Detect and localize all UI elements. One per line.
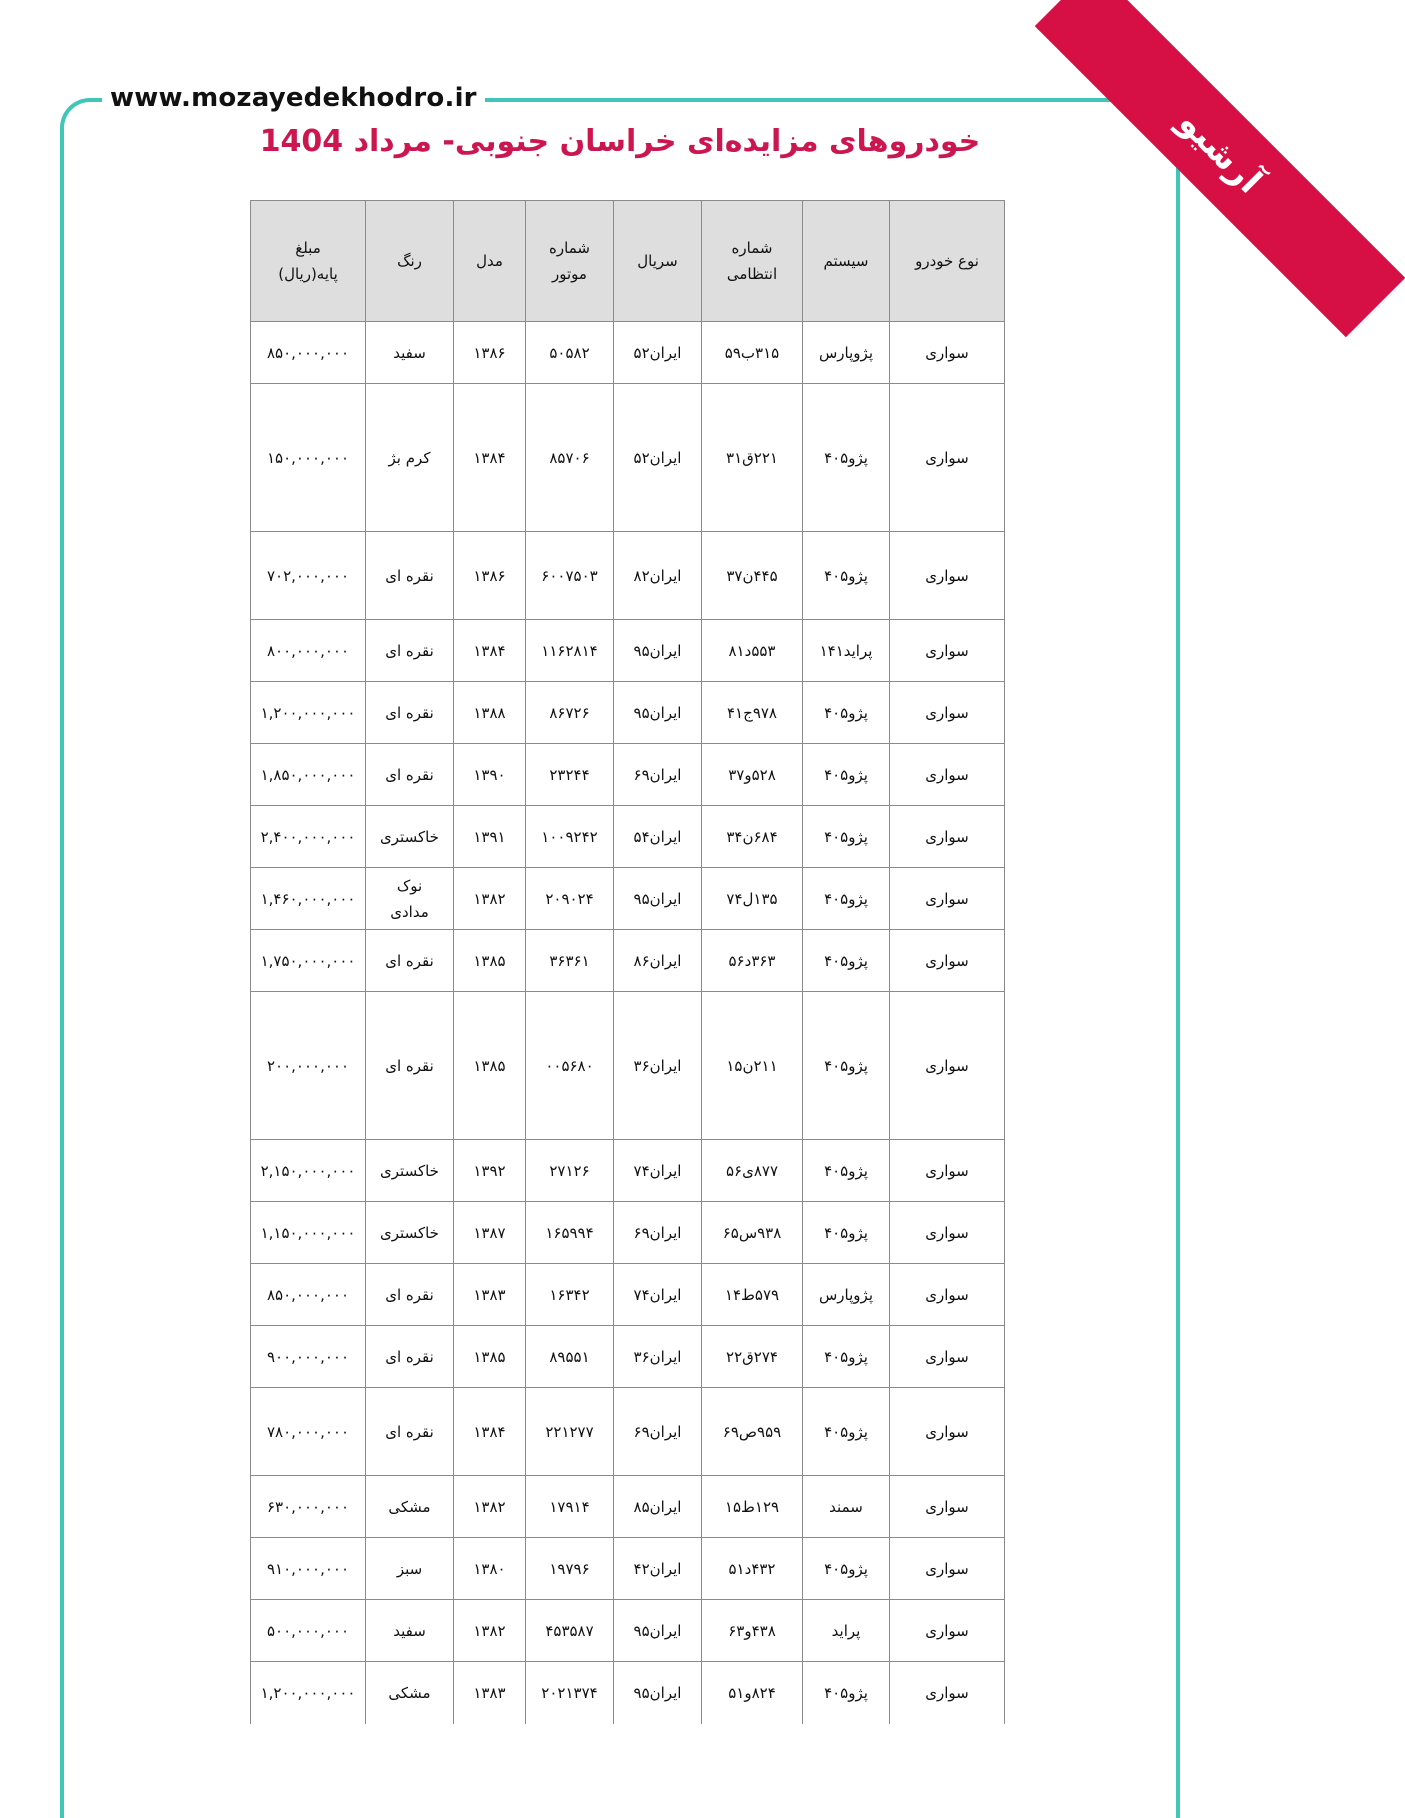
cell-price: ۸۵۰,۰۰۰,۰۰۰ [251, 1264, 366, 1326]
table-body [251, 322, 1005, 1724]
cell-reg: ۳۱۵ب۵۹ [702, 322, 803, 384]
cell-serial: ایران۹۵ [614, 868, 702, 930]
cell-reg: ۹۷۸ج۴۱ [702, 682, 803, 744]
table-row [251, 384, 1005, 532]
cell-type: سواری [890, 868, 1005, 930]
cell-engine: ۱۹۷۹۶ [526, 1538, 614, 1600]
table-row [251, 1388, 1005, 1476]
cell-reg: ۵۵۳د۸۱ [702, 620, 803, 682]
cell-reg: ۱۳۵ل۷۴ [702, 868, 803, 930]
header-engine: شماره موتور [526, 201, 614, 322]
cell-system: پژو۴۰۵ [803, 1538, 890, 1600]
cell-color: نقره ای [366, 620, 454, 682]
cell-system: پژو۴۰۵ [803, 1662, 890, 1724]
cell-price: ۹۰۰,۰۰۰,۰۰۰ [251, 1326, 366, 1388]
cell-type: سواری [890, 1264, 1005, 1326]
cell-type: سواری [890, 806, 1005, 868]
cell-price: ۱,۸۵۰,۰۰۰,۰۰۰ [251, 744, 366, 806]
cell-model: ۱۳۸۵ [454, 930, 526, 992]
cell-system: پژو۴۰۵ [803, 1140, 890, 1202]
cell-model: ۱۳۸۲ [454, 1476, 526, 1538]
cell-price: ۲,۱۵۰,۰۰۰,۰۰۰ [251, 1140, 366, 1202]
cell-model: ۱۳۸۶ [454, 532, 526, 620]
cell-model: ۱۳۸۷ [454, 1202, 526, 1264]
cell-model: ۱۳۸۴ [454, 1388, 526, 1476]
table-row [251, 682, 1005, 744]
cell-color: نقره ای [366, 1388, 454, 1476]
cell-color: خاکستری [366, 806, 454, 868]
cell-system: پژو۴۰۵ [803, 1388, 890, 1476]
header-model: مدل [454, 201, 526, 322]
cell-price: ۶۳۰,۰۰۰,۰۰۰ [251, 1476, 366, 1538]
cell-type: سواری [890, 930, 1005, 992]
cell-type: سواری [890, 1662, 1005, 1724]
table-row [251, 322, 1005, 384]
header-system: سیستم [803, 201, 890, 322]
cell-color: خاکستری [366, 1202, 454, 1264]
cell-price: ۱,۷۵۰,۰۰۰,۰۰۰ [251, 930, 366, 992]
archive-ribbon: آرشیو [1035, 0, 1405, 337]
auction-cars-table [250, 200, 1005, 1724]
cell-system: پژو۴۰۵ [803, 1326, 890, 1388]
cell-system: پژو۴۰۵ [803, 744, 890, 806]
cell-type: سواری [890, 384, 1005, 532]
cell-serial: ایران۴۲ [614, 1538, 702, 1600]
cell-serial: ایران۵۲ [614, 322, 702, 384]
cell-serial: ایران۳۶ [614, 1326, 702, 1388]
cell-system: پژوپارس [803, 1264, 890, 1326]
site-url[interactable]: www.mozayedekhodro.ir [102, 80, 485, 116]
cell-color: نقره ای [366, 1326, 454, 1388]
table-row [251, 1600, 1005, 1662]
cell-serial: ایران۷۴ [614, 1140, 702, 1202]
cell-system: پژو۴۰۵ [803, 1202, 890, 1264]
cell-model: ۱۳۸۴ [454, 620, 526, 682]
cell-engine: ۰۰۵۶۸۰ [526, 992, 614, 1140]
cell-engine: ۶۰۰۷۵۰۳ [526, 532, 614, 620]
cell-type: سواری [890, 532, 1005, 620]
cell-model: ۱۳۸۳ [454, 1264, 526, 1326]
table-row [251, 532, 1005, 620]
cell-reg: ۳۶۳د۵۶ [702, 930, 803, 992]
cell-system: پراید [803, 1600, 890, 1662]
cell-color: سفید [366, 1600, 454, 1662]
cell-engine: ۴۵۳۵۸۷ [526, 1600, 614, 1662]
cell-model: ۱۳۸۶ [454, 322, 526, 384]
cell-reg: ۸۷۷ی۵۶ [702, 1140, 803, 1202]
table-row [251, 1140, 1005, 1202]
cell-engine: ۳۶۳۶۱ [526, 930, 614, 992]
cell-engine: ۱۷۹۱۴ [526, 1476, 614, 1538]
cell-reg: ۱۲۹ط۱۵ [702, 1476, 803, 1538]
cell-serial: ایران۸۶ [614, 930, 702, 992]
cell-model: ۱۳۸۵ [454, 992, 526, 1140]
cell-price: ۸۵۰,۰۰۰,۰۰۰ [251, 322, 366, 384]
cell-type: سواری [890, 1600, 1005, 1662]
cell-price: ۲,۴۰۰,۰۰۰,۰۰۰ [251, 806, 366, 868]
cell-price: ۱,۲۰۰,۰۰۰,۰۰۰ [251, 1662, 366, 1724]
cell-price: ۷۰۲,۰۰۰,۰۰۰ [251, 532, 366, 620]
cell-price: ۸۰۰,۰۰۰,۰۰۰ [251, 620, 366, 682]
header-color: رنگ [366, 201, 454, 322]
cell-serial: ایران۵۴ [614, 806, 702, 868]
page-title: خودروهای مزایده‌ای خراسان جنوبی- مرداد 1404 [259, 124, 981, 159]
cell-model: ۱۳۸۰ [454, 1538, 526, 1600]
cell-serial: ایران۶۹ [614, 744, 702, 806]
cell-model: ۱۳۸۲ [454, 1600, 526, 1662]
cell-engine: ۵۰۵۸۲ [526, 322, 614, 384]
cell-model: ۱۳۸۳ [454, 1662, 526, 1724]
cell-reg: ۵۲۸و۳۷ [702, 744, 803, 806]
cell-reg: ۲۱۱ن۱۵ [702, 992, 803, 1140]
cell-engine: ۱۶۳۴۲ [526, 1264, 614, 1326]
cell-model: ۱۳۸۸ [454, 682, 526, 744]
table-row [251, 1476, 1005, 1538]
cell-type: سواری [890, 1538, 1005, 1600]
cell-color: مشکی [366, 1662, 454, 1724]
cell-reg: ۲۷۴ق۲۲ [702, 1326, 803, 1388]
table-header-row [251, 201, 1005, 322]
cell-price: ۷۸۰,۰۰۰,۰۰۰ [251, 1388, 366, 1476]
cell-model: ۱۳۹۱ [454, 806, 526, 868]
cell-price: ۲۰۰,۰۰۰,۰۰۰ [251, 992, 366, 1140]
cell-color: نقره ای [366, 682, 454, 744]
cell-price: ۱,۴۶۰,۰۰۰,۰۰۰ [251, 868, 366, 930]
cell-color: مشکی [366, 1476, 454, 1538]
cell-system: پژو۴۰۵ [803, 384, 890, 532]
cell-engine: ۸۵۷۰۶ [526, 384, 614, 532]
header-serial: سریال [614, 201, 702, 322]
cell-engine: ۲۰۹۰۲۴ [526, 868, 614, 930]
cell-reg: ۹۵۹ص۶۹ [702, 1388, 803, 1476]
cell-serial: ایران۷۴ [614, 1264, 702, 1326]
cell-reg: ۸۲۴و۵۱ [702, 1662, 803, 1724]
cell-engine: ۲۳۲۴۴ [526, 744, 614, 806]
cell-serial: ایران۶۹ [614, 1202, 702, 1264]
header-reg-no: شماره انتظامی [702, 201, 803, 322]
cell-model: ۱۳۹۲ [454, 1140, 526, 1202]
cell-type: سواری [890, 992, 1005, 1140]
cell-serial: ایران۸۵ [614, 1476, 702, 1538]
table-row [251, 992, 1005, 1140]
cell-reg: ۴۴۵ن۳۷ [702, 532, 803, 620]
cell-system: سمند [803, 1476, 890, 1538]
table-row [251, 1326, 1005, 1388]
cell-engine: ۱۱۶۲۸۱۴ [526, 620, 614, 682]
table-row [251, 744, 1005, 806]
cell-type: سواری [890, 1202, 1005, 1264]
cell-type: سواری [890, 1140, 1005, 1202]
cell-engine: ۲۰۲۱۳۷۴ [526, 1662, 614, 1724]
table-row [251, 1662, 1005, 1724]
cell-system: پژو۴۰۵ [803, 806, 890, 868]
cell-color: خاکستری [366, 1140, 454, 1202]
cell-serial: ایران۹۵ [614, 1600, 702, 1662]
cell-serial: ایران۶۹ [614, 1388, 702, 1476]
table-row [251, 620, 1005, 682]
cell-color: نقره ای [366, 992, 454, 1140]
cell-model: ۱۳۸۲ [454, 868, 526, 930]
cell-engine: ۸۹۵۵۱ [526, 1326, 614, 1388]
header-type: نوع خودرو [890, 201, 1005, 322]
cell-color: نقره ای [366, 1264, 454, 1326]
cell-reg: ۲۲۱ق۳۱ [702, 384, 803, 532]
cell-system: پژو۴۰۵ [803, 992, 890, 1140]
cell-color: نقره ای [366, 532, 454, 620]
cell-price: ۱,۱۵۰,۰۰۰,۰۰۰ [251, 1202, 366, 1264]
cell-engine: ۱۰۰۹۲۴۲ [526, 806, 614, 868]
header-price: مبلغ پایه(ریال) [251, 201, 366, 322]
cell-price: ۹۱۰,۰۰۰,۰۰۰ [251, 1538, 366, 1600]
cell-reg: ۵۷۹ط۱۴ [702, 1264, 803, 1326]
cell-serial: ایران۳۶ [614, 992, 702, 1140]
cell-color: سبز [366, 1538, 454, 1600]
cell-serial: ایران۹۵ [614, 682, 702, 744]
cell-color: سفید [366, 322, 454, 384]
cell-price: ۱۵۰,۰۰۰,۰۰۰ [251, 384, 366, 532]
cell-reg: ۹۳۸س۶۵ [702, 1202, 803, 1264]
cell-model: ۱۳۸۵ [454, 1326, 526, 1388]
cell-engine: ۱۶۵۹۹۴ [526, 1202, 614, 1264]
cell-system: پراید۱۴۱ [803, 620, 890, 682]
cell-serial: ایران۵۲ [614, 384, 702, 532]
cell-type: سواری [890, 620, 1005, 682]
cell-color: نقره ای [366, 930, 454, 992]
cell-serial: ایران۸۲ [614, 532, 702, 620]
cell-reg: ۶۸۴ن۳۴ [702, 806, 803, 868]
table-row [251, 1202, 1005, 1264]
cell-model: ۱۳۸۴ [454, 384, 526, 532]
cell-type: سواری [890, 1326, 1005, 1388]
cell-reg: ۴۳۲د۵۱ [702, 1538, 803, 1600]
table-row [251, 806, 1005, 868]
cell-type: سواری [890, 1388, 1005, 1476]
cell-serial: ایران۹۵ [614, 620, 702, 682]
cell-engine: ۸۶۷۲۶ [526, 682, 614, 744]
cell-color: نقره ای [366, 744, 454, 806]
table-row [251, 1264, 1005, 1326]
cell-system: پژو۴۰۵ [803, 930, 890, 992]
cell-type: سواری [890, 1476, 1005, 1538]
cell-serial: ایران۹۵ [614, 1662, 702, 1724]
cell-engine: ۲۷۱۲۶ [526, 1140, 614, 1202]
cell-system: پژو۴۰۵ [803, 682, 890, 744]
cell-reg: ۴۳۸و۶۳ [702, 1600, 803, 1662]
table-row [251, 1538, 1005, 1600]
cell-type: سواری [890, 322, 1005, 384]
cell-system: پژو۴۰۵ [803, 532, 890, 620]
cell-engine: ۲۲۱۲۷۷ [526, 1388, 614, 1476]
cell-type: سواری [890, 682, 1005, 744]
cell-system: پژوپارس [803, 322, 890, 384]
table-row [251, 930, 1005, 992]
cell-type: سواری [890, 744, 1005, 806]
cell-model: ۱۳۹۰ [454, 744, 526, 806]
cell-color: نوک مدادی [366, 868, 454, 930]
cell-price: ۱,۲۰۰,۰۰۰,۰۰۰ [251, 682, 366, 744]
table-row [251, 868, 1005, 930]
cell-system: پژو۴۰۵ [803, 868, 890, 930]
cell-price: ۵۰۰,۰۰۰,۰۰۰ [251, 1600, 366, 1662]
cell-color: کرم بژ [366, 384, 454, 532]
